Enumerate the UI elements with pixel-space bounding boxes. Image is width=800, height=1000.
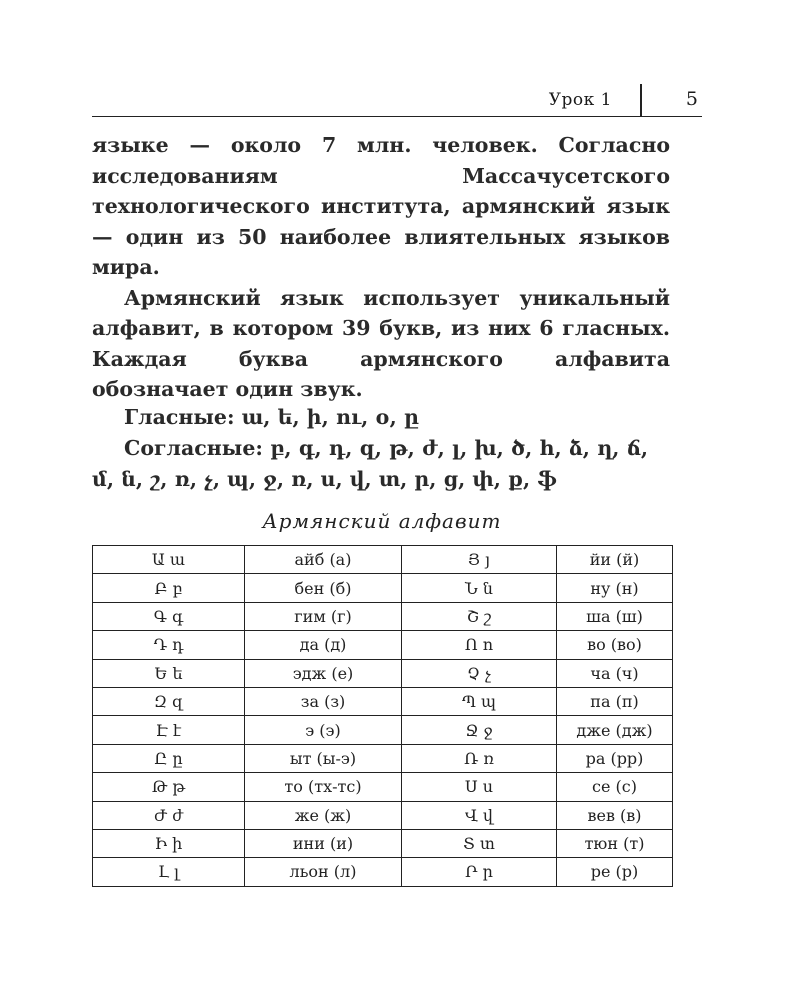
section-title: Урок 1: [548, 90, 612, 110]
body-text: [92, 130, 670, 405]
armenian-letter-cell: Զ զ: [93, 687, 245, 715]
armenian-letter-cell: Պ պ: [402, 687, 557, 715]
armenian-letter-cell: Յ յ: [402, 546, 557, 574]
letter-name-cell: то (тх-тс): [245, 773, 402, 801]
table-row: [93, 716, 673, 744]
letters-section: [92, 402, 670, 495]
letter-name-cell: па (п): [557, 687, 673, 715]
table-title: Армянский алфавит: [262, 509, 502, 533]
table-row: [93, 659, 673, 687]
armenian-letter-cell: Թ թ: [93, 773, 245, 801]
letter-name-cell: льон (л): [245, 858, 402, 886]
letter-name-cell: гим (г): [245, 602, 402, 630]
armenian-letter-cell: Գ գ: [93, 602, 245, 630]
letter-name-cell: ини (и): [245, 829, 402, 857]
letter-name-cell: да (д): [245, 631, 402, 659]
armenian-letter-cell: Ռ ռ: [402, 744, 557, 772]
armenian-letter-cell: Է է: [93, 716, 245, 744]
table-row: [93, 631, 673, 659]
letter-name-cell: йи (й): [557, 546, 673, 574]
letter-name-cell: дже (дж): [557, 716, 673, 744]
page-number: 5: [685, 88, 698, 110]
table-row: [93, 829, 673, 857]
letter-name-cell: за (з): [245, 687, 402, 715]
armenian-letter-cell: Դ դ: [93, 631, 245, 659]
armenian-letter-cell: Ը ը: [93, 744, 245, 772]
armenian-letter-cell: Ր ր: [402, 858, 557, 886]
letter-name-cell: ну (н): [557, 574, 673, 602]
letter-name-cell: тюн (т): [557, 829, 673, 857]
table-row: [93, 574, 673, 602]
armenian-letter-cell: Շ շ: [402, 602, 557, 630]
letter-name-cell: ре (р): [557, 858, 673, 886]
armenian-letter-cell: Բ բ: [93, 574, 245, 602]
alphabet-table: [92, 545, 673, 887]
table-row: [93, 687, 673, 715]
letter-name-cell: вев (в): [557, 801, 673, 829]
armenian-letter-cell: Ա ա: [93, 546, 245, 574]
armenian-letter-cell: Չ չ: [402, 659, 557, 687]
letter-name-cell: э (э): [245, 716, 402, 744]
letter-name-cell: бен (б): [245, 574, 402, 602]
letter-name-cell: эдж (е): [245, 659, 402, 687]
table-row: [93, 858, 673, 886]
armenian-letter-cell: Ջ ջ: [402, 716, 557, 744]
armenian-letter-cell: Ն ն: [402, 574, 557, 602]
letter-name-cell: ша (ш): [557, 602, 673, 630]
table-row: [93, 744, 673, 772]
consonants-line: [92, 433, 670, 495]
page-header: [92, 84, 702, 117]
armenian-letter-cell: Վ վ: [402, 801, 557, 829]
armenian-letter-cell: Ժ ժ: [93, 801, 245, 829]
armenian-letter-cell: Ի ի: [93, 829, 245, 857]
vowels-line: [92, 402, 670, 433]
armenian-letter-cell: Ե ե: [93, 659, 245, 687]
armenian-letter-cell: Լ լ: [93, 858, 245, 886]
header-divider: [640, 84, 642, 116]
table-row: [93, 773, 673, 801]
consonants-label: Согласные:: [124, 436, 263, 460]
letter-name-cell: ыт (ы-э): [245, 744, 402, 772]
table-row: [93, 801, 673, 829]
letter-name-cell: же (ж): [245, 801, 402, 829]
vowels-letters: ա, ե, ի, ու, օ, ը: [241, 405, 419, 429]
armenian-letter-cell: Ո ո: [402, 631, 557, 659]
table-row: [93, 602, 673, 630]
armenian-letter-cell: Ս ս: [402, 773, 557, 801]
paragraph: Армянский язык использует уникальный алфавит, в котором 39 букв, из них 6 гласных. Каждая буква армянского алфавита обозначает один звук.: [92, 285, 670, 401]
vowels-label: Гласные:: [124, 405, 235, 429]
letter-name-cell: во (во): [557, 631, 673, 659]
consonants-letters: բ, գ, դ, զ, թ, ժ, լ, խ, ծ, հ, ձ, ղ, ճ, մ, ն, շ, ռ, չ, պ, ջ, ռ, ս, վ, տ, ր, ց, փ, ք, ֆ: [92, 436, 649, 491]
armenian-letter-cell: Տ տ: [402, 829, 557, 857]
table-row: [93, 546, 673, 574]
letter-name-cell: айб (а): [245, 546, 402, 574]
paragraph: языке — около 7 млн. человек. Согласно исследованиям Массачусетского технологического института, армянский язык — один из 50 наиболее влиятельных языков мира.: [92, 133, 670, 279]
letter-name-cell: ча (ч): [557, 659, 673, 687]
letter-name-cell: се (с): [557, 773, 673, 801]
letter-name-cell: ра (рр): [557, 744, 673, 772]
